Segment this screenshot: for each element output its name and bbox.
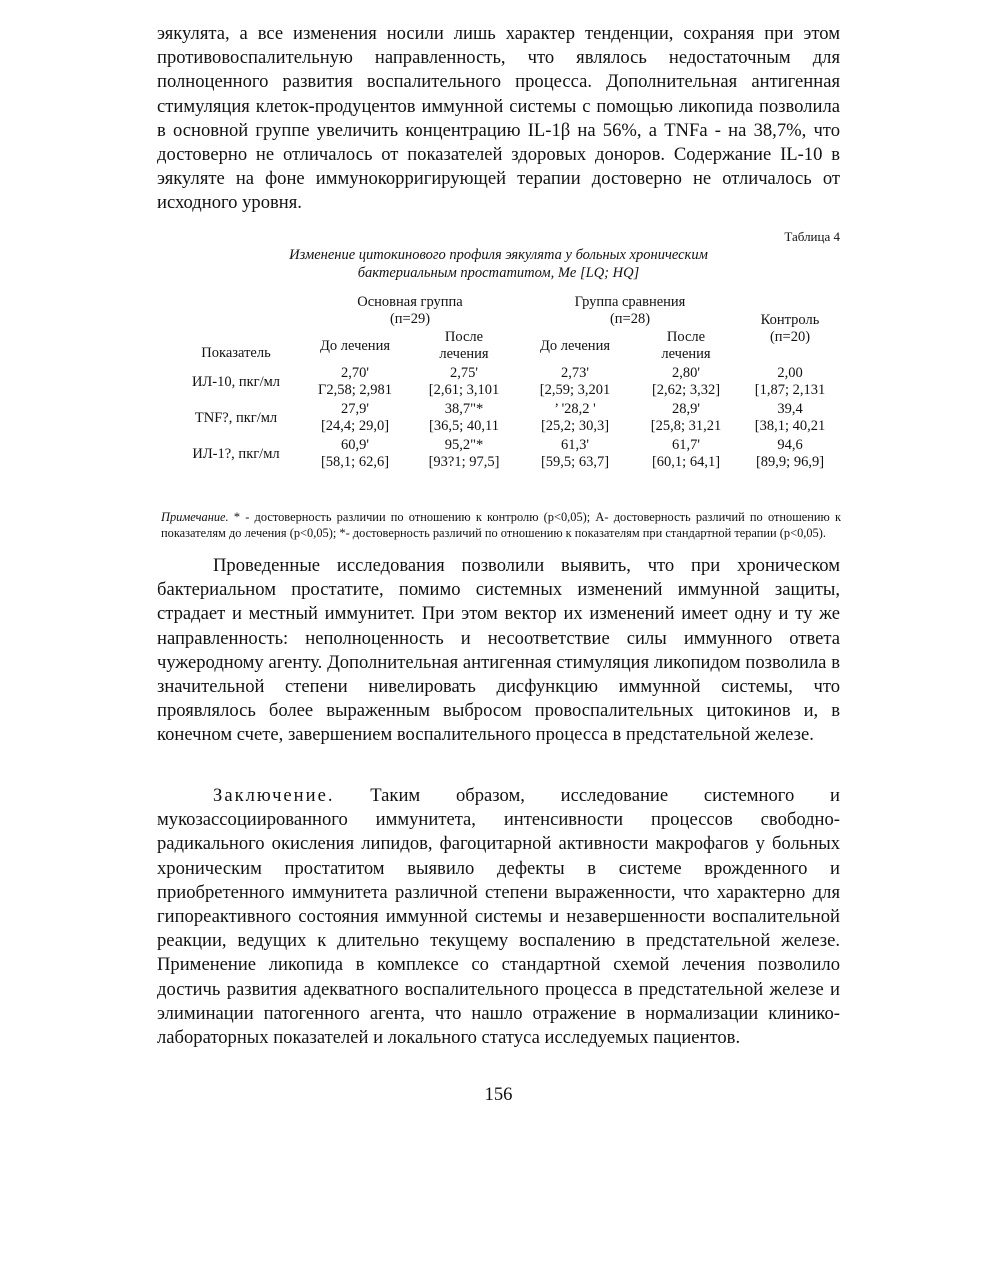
discussion-paragraph: Проведенные исследования позволили выявить, что при хроническом бактериальном простатите, помимо системных изменений иммунной защиты, страдает и местный иммунитет. При этом вектор их изменений имеет одну и ту же направленность: неполноценность и несоответствие силы иммунного ответа чужеродному агенту. Дополнительная антигенная стимуляция ликопидом позволила в значительной степени нивелировать дисфункцию иммунной системы, что проявлялось более выраженным выбросом провоспалительных цитокинов и, в конечном счете, завершением воспалительного процесса в предстательной железе. — [157, 555, 840, 746]
cell-value: 2,75' — [450, 365, 478, 381]
header-main-group-n: (п=29) — [389, 311, 431, 327]
cell-range: [93?1; 97,5] — [428, 454, 500, 470]
row-name: TNF?, пкг/мл — [194, 409, 278, 426]
header-comparison-group — [519, 294, 741, 328]
header-comparison-group-n: (п=28) — [609, 311, 651, 327]
header-indicator: Показатель — [201, 345, 271, 361]
cell-range: Г2,58; 2,981 — [317, 382, 393, 398]
header-comparison-after-line2: лечения — [661, 346, 711, 362]
table-cell — [409, 400, 519, 436]
cell-value: 2,00 — [777, 365, 803, 381]
header-control-title: Контроль — [760, 312, 820, 328]
header-control — [741, 294, 839, 364]
table-row-tnf — [171, 400, 839, 436]
document-page — [157, 22, 841, 1105]
cell-range: [89,9; 96,9] — [755, 454, 825, 470]
discussion-block — [157, 554, 840, 748]
cell-range: [2,59; 3,201 — [539, 382, 611, 398]
table-cell — [409, 436, 519, 472]
table-cell — [301, 436, 409, 472]
cell-value: 60,9' — [341, 437, 369, 453]
cytokine-table — [171, 294, 839, 472]
table-cell — [409, 364, 519, 400]
table-caption-line2: бактериальным простатитом, Me [LQ; HQ] — [357, 265, 640, 281]
table-cell — [631, 436, 741, 472]
table-row-il10 — [171, 364, 839, 400]
table-caption — [157, 246, 840, 282]
table-cell — [519, 400, 631, 436]
header-comparison-before: До лечения — [540, 337, 610, 354]
cell-value: 61,7' — [672, 437, 700, 453]
cell-range: [2,61; 3,101 — [428, 382, 500, 398]
table-cell — [741, 364, 839, 400]
conclusion-paragraph — [157, 784, 840, 1050]
cell-range: [58,1; 62,6] — [320, 454, 390, 470]
header-comparison-group-title: Группа сравнения — [574, 294, 686, 310]
header-main-after-line2: лечения — [439, 346, 489, 362]
header-main-group — [301, 294, 519, 328]
cell-range: [38,1; 40,21 — [754, 418, 826, 434]
header-main-after-line1: После — [444, 329, 484, 345]
table-cell — [631, 400, 741, 436]
header-comparison-after-line1: После — [666, 329, 706, 345]
cell-value: 2,70' — [341, 365, 369, 381]
table-caption-line1: Изменение цитокинового профиля эякулята у больных хроническим — [289, 247, 708, 263]
table-label: Таблица 4 — [784, 229, 840, 244]
table-cell — [741, 436, 839, 472]
table-cell — [519, 436, 631, 472]
row-name: ИЛ-10, пкг/мл — [191, 373, 281, 390]
cell-value: 38,7"* — [444, 401, 484, 417]
header-main-group-title: Основная группа — [357, 294, 463, 310]
conclusion-block — [157, 784, 840, 1050]
conclusion-heading: Заключение. — [213, 785, 335, 806]
page-number: 156 — [484, 1084, 513, 1105]
table-cell — [741, 400, 839, 436]
cell-value: 95,2"* — [444, 437, 484, 453]
cell-range: [1,87; 2,131 — [754, 382, 826, 398]
table-header-row-1 — [171, 294, 839, 328]
cell-value: 94,6 — [777, 437, 803, 453]
table-cell — [301, 364, 409, 400]
cell-range: [2,62; 3,32] — [651, 382, 721, 398]
cell-range: [24,4; 29,0] — [320, 418, 390, 434]
table-note-text: * - достоверность различии по отношению к контролю (р<0,05); А- достоверность различий по отношению к показателям до лечения (р<0,05); *- достоверность различий по отношению к показателям при стандартной терапии (р<0,05). — [161, 510, 841, 540]
conclusion-text: Таким образом, исследование системного и мукозассоциированного иммунитета, интенсивности процессов свободно-радикального окисления липидов, фагоцитарной активности макрофагов у больных хроническим простатитом выявило дефекты в системе врожденного и приобретенного иммунитета различной степени выраженности, что характерно для гипореактивного состояния иммунной системы и незавершенности воспалительной реакции, ведущих к длительно текущему воспалению в предстательной железе. Применение ликопида в комплексе со стандартной схемой лечения позволило достичь развития адекватного воспалительного процесса в предстательной железе и элиминации патогенного агента, что нашло отражение в нормализации клинико-лабораторных показателей и локального статуса исследуемых пациентов. — [157, 785, 840, 1049]
cell-value: 39,4 — [777, 401, 803, 417]
cell-value: 28,9' — [672, 401, 700, 417]
cell-value: 2,73' — [561, 365, 589, 381]
header-main-after — [409, 328, 519, 364]
table-cell — [519, 364, 631, 400]
header-comparison-after — [631, 328, 741, 364]
cell-value: 61,3' — [561, 437, 589, 453]
table-note-label: Примечание. — [161, 510, 229, 524]
table-cell — [631, 364, 741, 400]
row-name: ИЛ-1?, пкг/мл — [192, 445, 280, 462]
table-row-il1 — [171, 436, 839, 472]
cell-value: 2,80' — [672, 365, 700, 381]
header-control-n: (п=20) — [769, 329, 811, 345]
header-main-before: До лечения — [320, 337, 390, 354]
table-cell — [301, 400, 409, 436]
cell-value: 27,9' — [341, 401, 369, 417]
intro-paragraph: эякулята, а все изменения носили лишь характер тенденции, сохраняя при этом противовоспалительную направленность, что являлось недостаточным для полноценного развития воспалительного процесса. Дополнительная антигенная стимуляция клеток-продуцентов иммунной системы с помощью ликопида позволила в основной группе увеличить концентрацию IL-1β на 56%, а TNFa - на 38,7%, что достоверно не отличалось от показателей здоровых доноров. Содержание IL-10 в эякуляте на фоне иммунокорригирующей терапии достоверно не отличалось от исходного уровня. — [157, 23, 840, 214]
cell-range: [60,1; 64,1] — [651, 454, 721, 470]
cell-value: ’ '28,2 ' — [554, 401, 596, 417]
cell-range: [59,5; 63,7] — [540, 454, 610, 470]
cell-range: [25,2; 30,3] — [540, 418, 610, 434]
table-note — [161, 509, 841, 541]
cell-range: [25,8; 31,21 — [650, 418, 722, 434]
cell-range: [36,5; 40,11 — [429, 418, 499, 434]
